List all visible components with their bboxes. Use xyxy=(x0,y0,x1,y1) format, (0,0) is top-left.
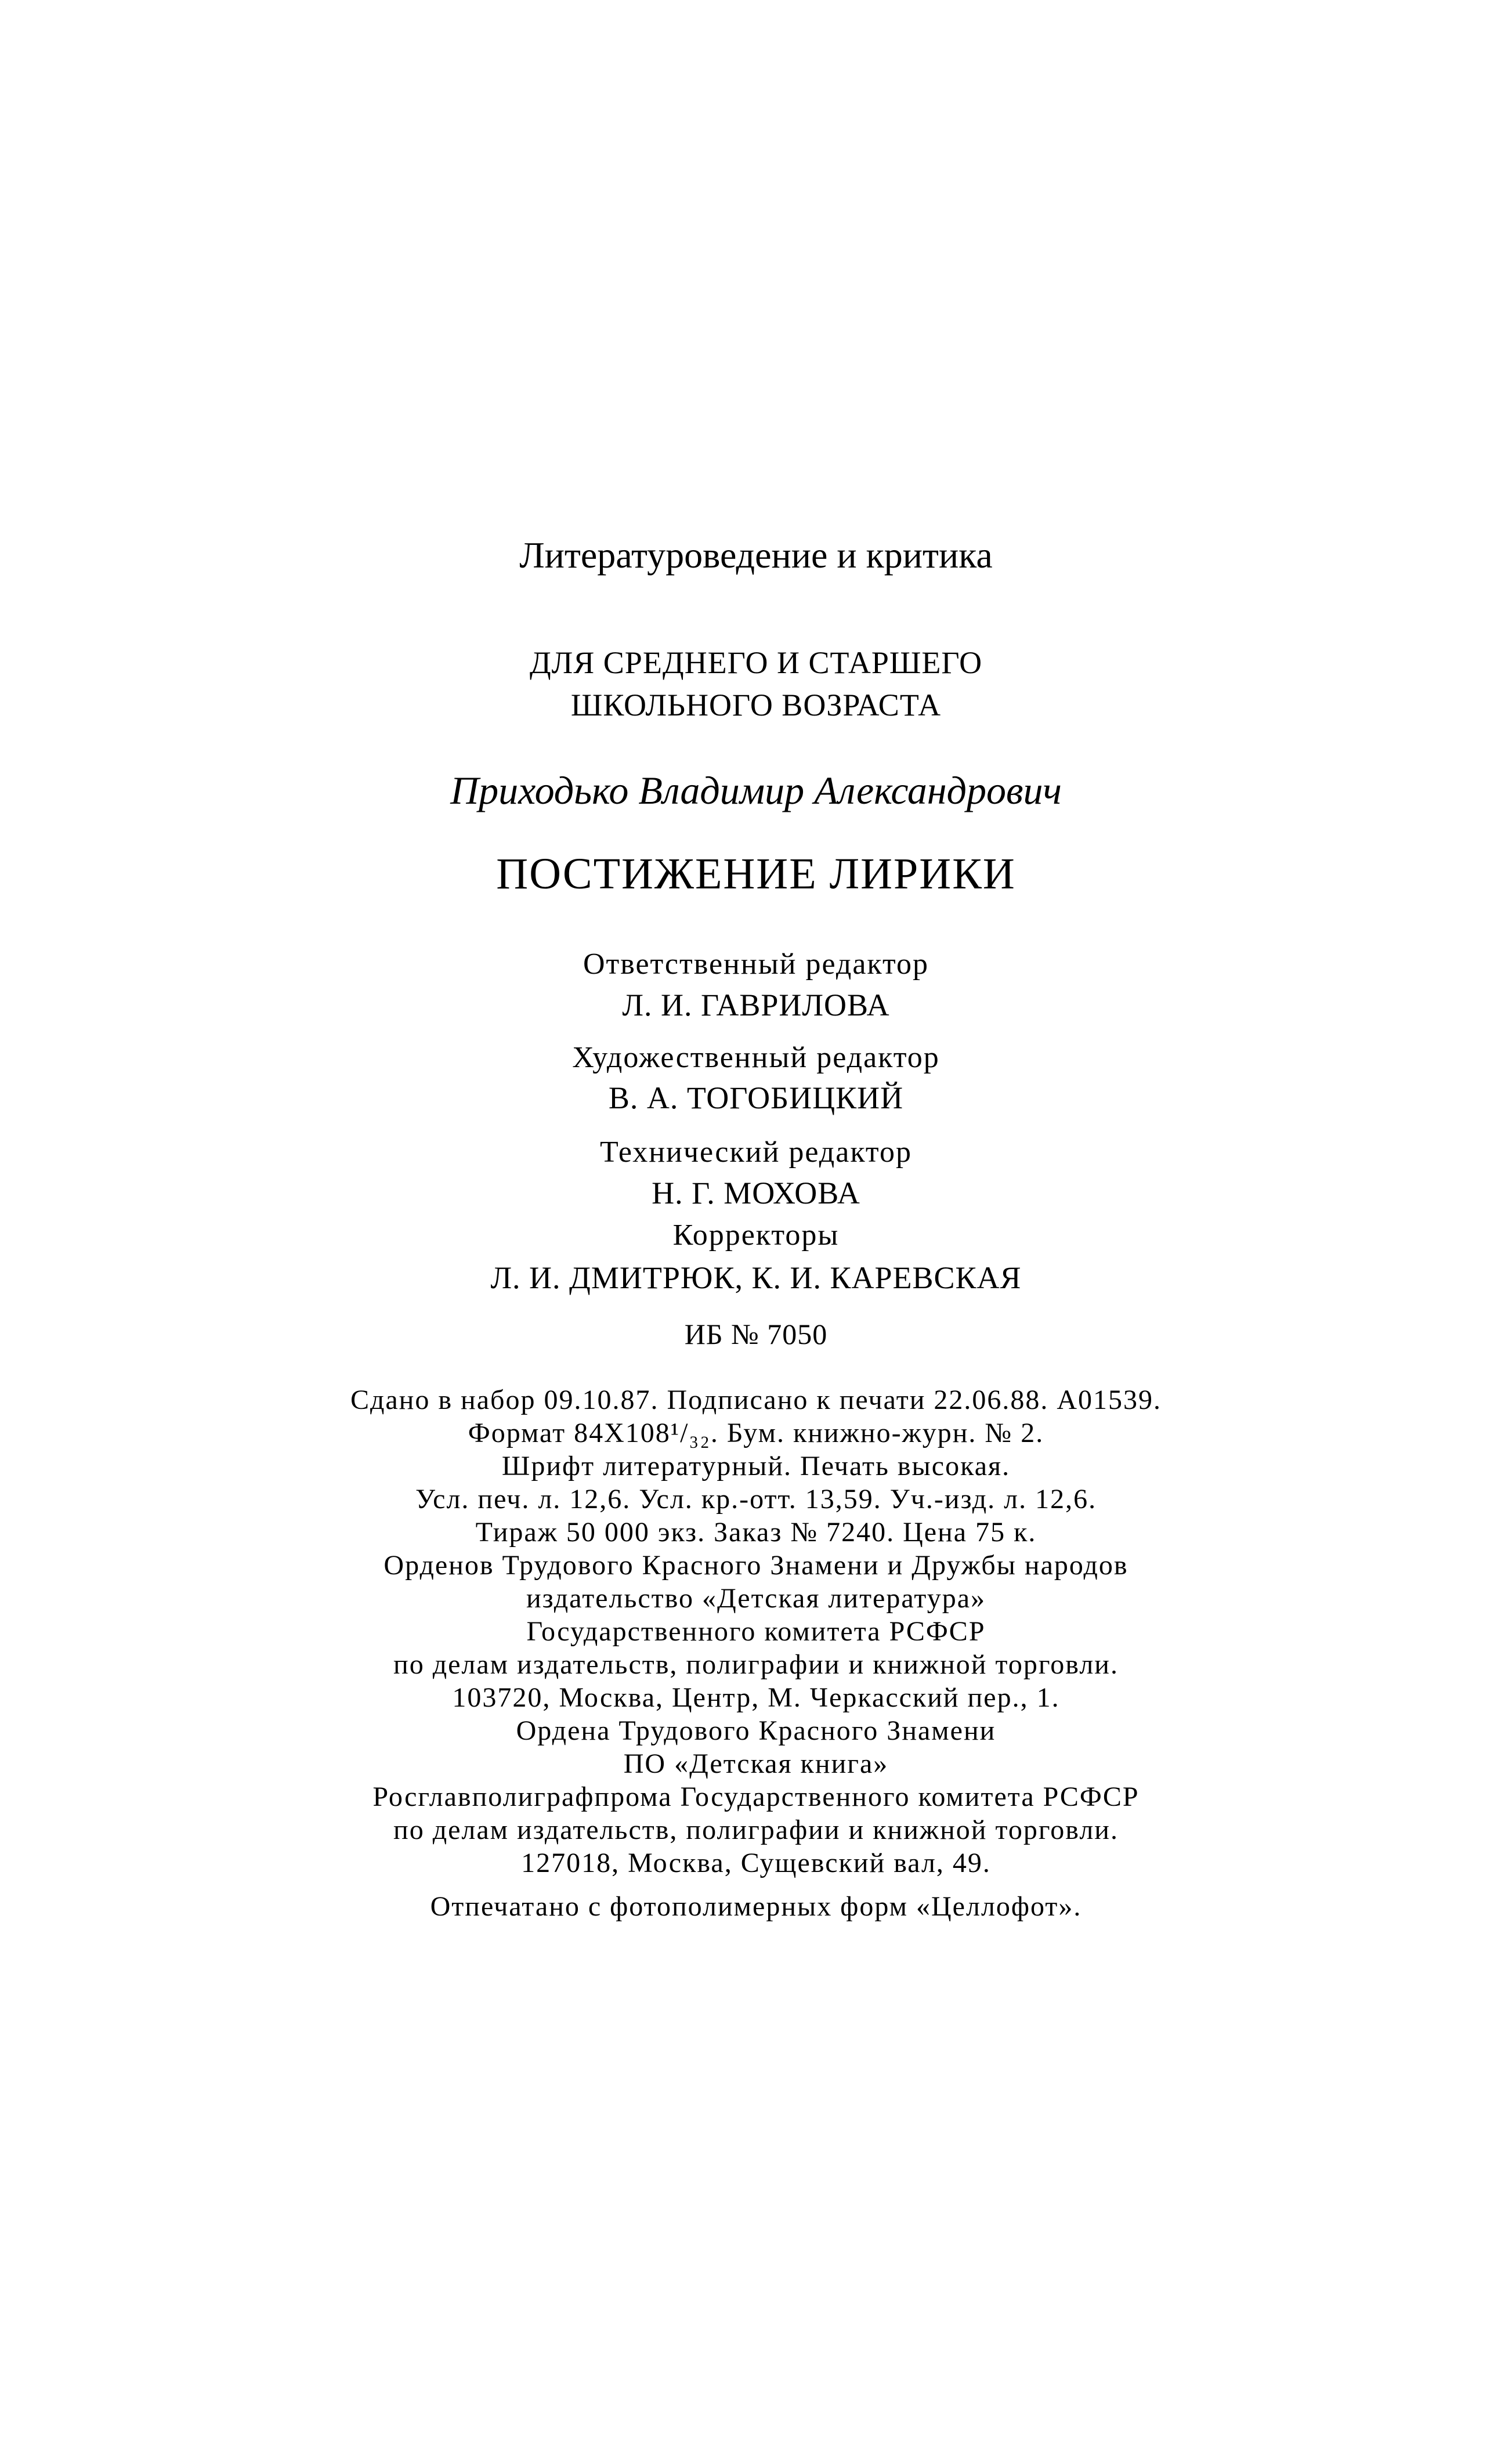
imprint-line: 103720, Москва, Центр, М. Черкасский пер., 1. xyxy=(452,1682,1060,1713)
age-group-line-2: ШКОЛЬНОГО ВОЗРАСТА xyxy=(570,688,942,722)
imprint-line: ПО «Детская книга» xyxy=(623,1748,889,1779)
imprint-line: по делам издательств, полиграфии и книжной торговли. xyxy=(393,1649,1119,1680)
credit-role-proofreaders: Корректоры xyxy=(672,1219,840,1252)
imprint-line: Орденов Трудового Красного Знамени и Дружбы народов xyxy=(384,1550,1128,1581)
ib-number: ИБ № 7050 xyxy=(684,1318,828,1350)
credit-role-art-editor: Художественный редактор xyxy=(572,1041,940,1074)
printed-note: Отпечатано с фотополимерных форм «Целлофот». xyxy=(430,1891,1082,1922)
imprint-line: Росглавполиграфпрома Государственного комитета РСФСР xyxy=(372,1781,1140,1812)
imprint-block xyxy=(0,1383,1512,1880)
series-name: Литературоведение и критика xyxy=(519,534,993,576)
imprint-line: Формат 84Х108¹/₃₂. Бум. книжно-журн. № 2. xyxy=(468,1418,1044,1448)
imprint-line: Тираж 50 000 экз. Заказ № 7240. Цена 75 к. xyxy=(475,1517,1037,1548)
imprint-line: Усл. печ. л. 12,6. Усл. кр.-отт. 13,59. Уч.-изд. л. 12,6. xyxy=(415,1484,1097,1515)
credit-name-technical-editor: Н. Г. МОХОВА xyxy=(652,1176,860,1210)
author-name: Приходько Владимир Александрович xyxy=(450,768,1062,812)
imprint-line: издательство «Детская литература» xyxy=(526,1583,986,1614)
imprint-line: Сдано в набор 09.10.87. Подписано к печати 22.06.88. А01539. xyxy=(350,1385,1162,1415)
imprint-line: по делам издательств, полиграфии и книжной торговли. xyxy=(393,1815,1119,1845)
book-title: ПОСТИЖЕНИЕ ЛИРИКИ xyxy=(496,850,1016,898)
imprint-line: 127018, Москва, Сущевский вал, 49. xyxy=(521,1848,991,1878)
credit-name-proofreaders: Л. И. ДМИТРЮК, К. И. КАРЕВСКАЯ xyxy=(490,1260,1022,1295)
credit-role-technical-editor: Технический редактор xyxy=(600,1136,912,1169)
imprint-line: Шрифт литературный. Печать высокая. xyxy=(501,1451,1011,1481)
age-group-line-1: ДЛЯ СРЕДНЕГО И СТАРШЕГО xyxy=(529,645,983,680)
credit-name-art-editor: В. А. ТОГОБИЦКИЙ xyxy=(608,1080,904,1115)
credit-name-responsible-editor: Л. И. ГАВРИЛОВА xyxy=(622,988,890,1022)
credit-role-responsible-editor: Ответственный редактор xyxy=(583,948,929,981)
imprint-line: Государственного комитета РСФСР xyxy=(526,1616,986,1647)
imprint-line: Ордена Трудового Красного Знамени xyxy=(516,1715,996,1746)
